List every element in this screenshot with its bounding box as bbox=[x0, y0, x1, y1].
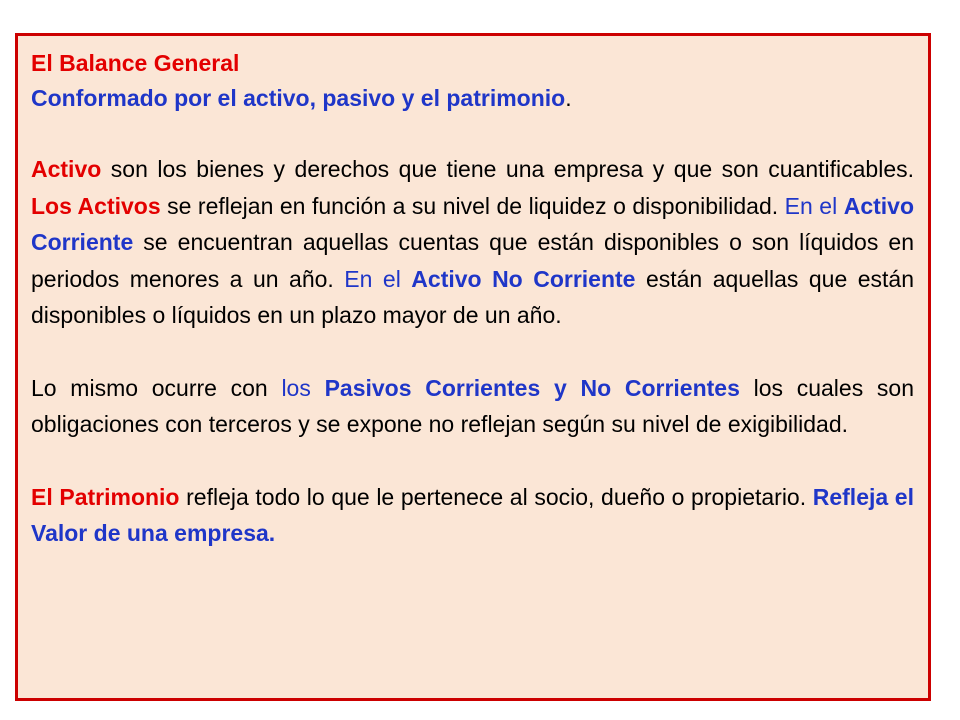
p1-text-4: están aquellas que están disponibles o líquidos en un plazo mayor de un año. bbox=[31, 265, 914, 328]
p1-text-3: se encuentran aquellas cuentas que están disponibles o son líquidos en periodos menores a un año. bbox=[31, 229, 914, 292]
p2-text-1: Lo mismo ocurre con bbox=[31, 374, 282, 401]
paragraph-activo bbox=[31, 151, 914, 334]
term-pasivos: Pasivos Corrientes y No Corrientes bbox=[324, 374, 740, 401]
paragraph-patrimonio bbox=[31, 479, 914, 552]
p1-en-el-1: En el bbox=[784, 192, 844, 219]
p1-text-1: son los bienes y derechos que tiene una empresa y que son cuantificables. bbox=[101, 156, 914, 182]
slide-title: El Balance General bbox=[31, 50, 240, 76]
paragraph-pasivos bbox=[31, 370, 914, 443]
p3-text-1: refleja todo lo que le pertenece al socio, dueño o propietario. bbox=[179, 483, 813, 510]
term-patrimonio: El Patrimonio bbox=[31, 483, 180, 510]
subtitle-period: . bbox=[565, 85, 572, 111]
term-valor-empresa: Refleja el Valor de una empresa. bbox=[31, 483, 914, 546]
term-activo-corriente: Activo Corriente bbox=[31, 192, 914, 255]
subtitle-text: Conformado por el activo, pasivo y el patrimonio bbox=[31, 85, 566, 111]
p2-text-2: los cuales son obligaciones con terceros y se expone no reflejan según su nivel de exigibilidad. bbox=[31, 374, 915, 437]
term-activo: Activo bbox=[31, 156, 102, 182]
p2-los: los bbox=[281, 374, 325, 401]
p1-en-el-2: En el bbox=[344, 265, 412, 292]
p1-text-2: se reflejan en función a su nivel de liquidez o disponibilidad. bbox=[160, 192, 785, 219]
balance-general-text-box bbox=[15, 33, 931, 701]
term-los-activos: Los Activos bbox=[31, 192, 161, 219]
slide-subtitle bbox=[31, 81, 914, 116]
term-activo-no-corriente: Activo No Corriente bbox=[411, 265, 636, 292]
